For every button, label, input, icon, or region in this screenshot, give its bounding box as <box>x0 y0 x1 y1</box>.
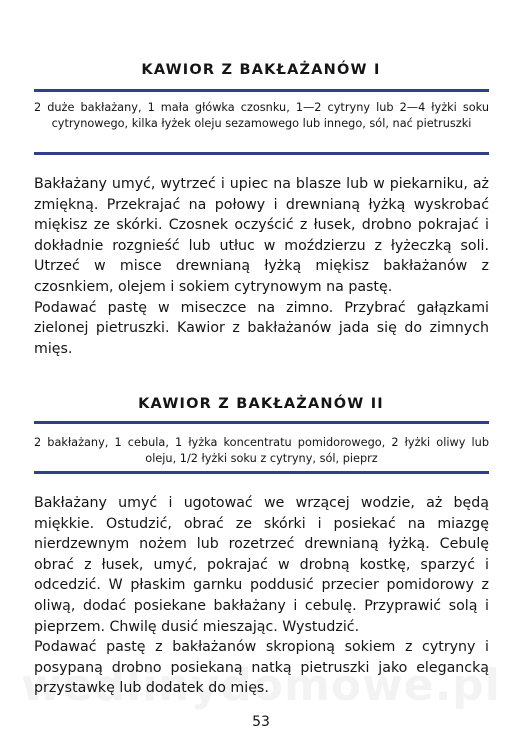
recipe-1-method <box>34 174 489 359</box>
recipe-2-paragraph: Podawać pastę z bakłażanów skropioną sokiem z cytryny i posypaną drobno posiekaną natką pietruszki jako elegancką przystawkę lub dodatek do mięs. <box>34 639 489 697</box>
recipe-1-ingredients: 2 duże bakłażany, 1 mała główka czosnku, 1—2 cytryny lub 2—4 łyżki soku cytrynowego, kilka łyżek oleju sezamowego lub innego, sól, nać pietruszki <box>34 101 489 130</box>
recipe-1-bottom-rule <box>34 152 489 155</box>
recipe-2-top-rule <box>34 421 489 424</box>
recipe-2-method <box>34 493 489 699</box>
page-number: 53 <box>252 714 270 730</box>
recipe-1-top-rule <box>34 89 489 92</box>
recipe-1-paragraph: Podawać pastę w miseczce na zimno. Przybrać gałązkami zielonej pietruszki. Kawior z bakłażanów jada się do zimnych mięs. <box>34 299 489 357</box>
recipe-2-paragraph: Bakłażany umyć i ugotować we wrzącej wodzie, aż będą miękkie. Ostudzić, obrać ze skórki i posiekać na miazgę nierdzewnym nożem lub rozetrzeć drewnianą łyżką. Cebulę obrać z łusek, umyć, pokrajać w drobną kostkę, sparzyć i odcedzić. W płaskim garnku poddusić przecier pomidorowy z oliwą, dodać posiekane bakłażany i cebulę. Przyprawić solą i pieprzem. Chwilę dusić mieszając. Wystudzić. <box>34 495 489 635</box>
recipe-2-bottom-rule <box>34 471 489 474</box>
recipe-1-paragraph: Bakłażany umyć, wytrzeć i upiec na blasze lub w piekarniku, aż zmiękną. Przekrajać na połowy i drewnianą łyżką wyskrobać miękisz ze skórki. Czosnek oczyścić z łusek, drobno pokrajać i dokładnie rozgnieść lub utłuc w moździerzu z łyżeczką soli. Utrzeć w misce drewnianą łyżką miękisz bakłażanów z czosnkiem, olejem i sokiem cytrynowym na pastę. <box>34 176 489 295</box>
recipe-2-ingredients: 2 bakłażany, 1 cebula, 1 łyżka koncentratu pomidorowego, 2 łyżki oliwy lub oleju, 1/2 łyżki soku z cytryny, sól, pieprz <box>34 436 489 465</box>
recipe-1-title: KAWIOR Z BAKŁAŻANÓW I <box>141 62 381 78</box>
recipe-2-title: KAWIOR Z BAKŁAŻANÓW II <box>138 396 384 412</box>
